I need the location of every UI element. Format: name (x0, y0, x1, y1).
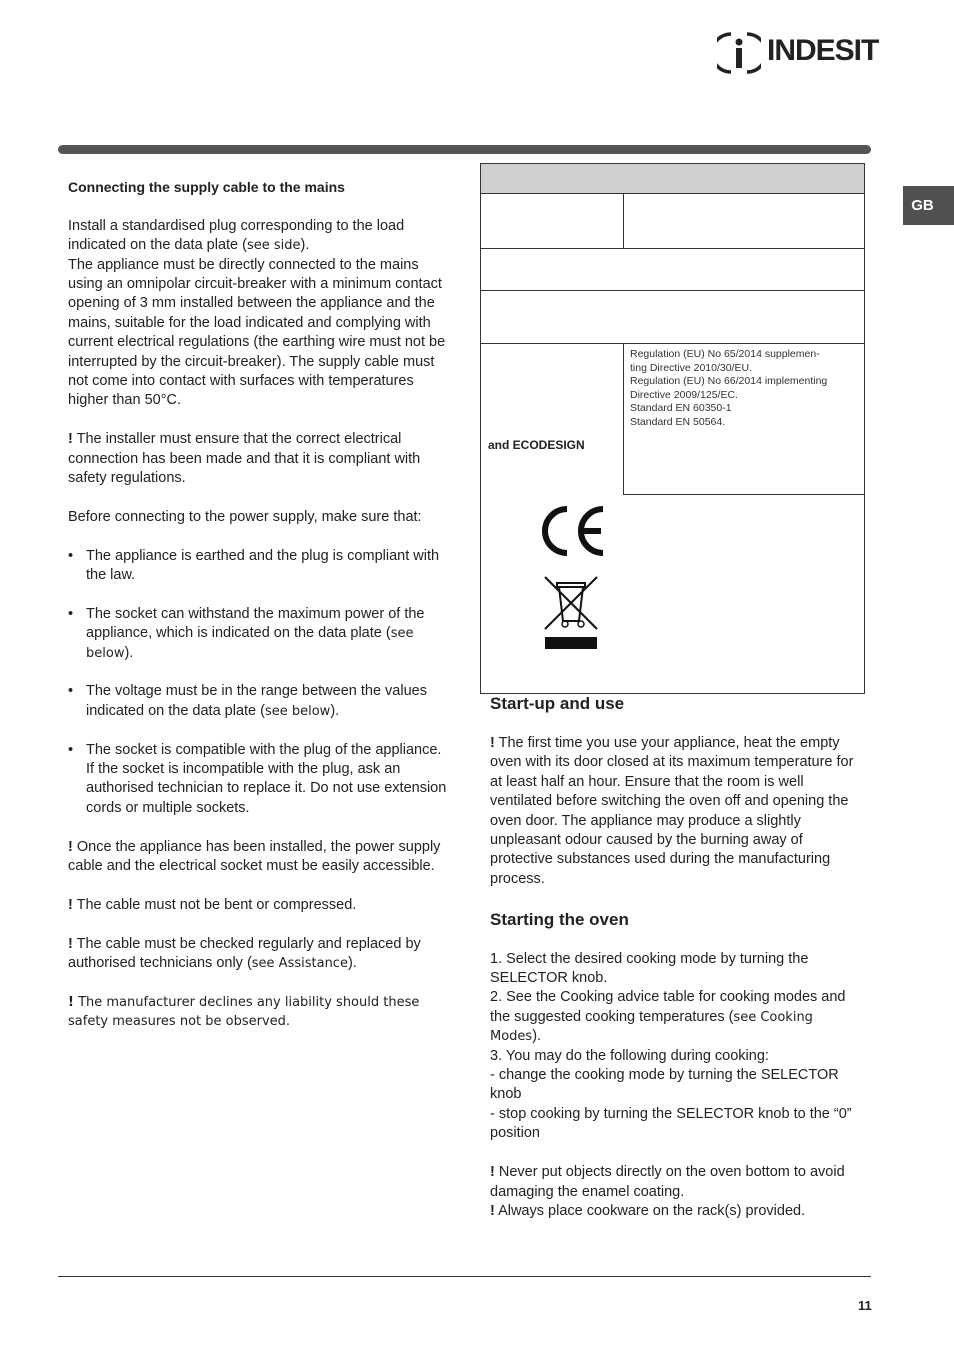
table-divider (481, 248, 864, 249)
brand-logo (717, 28, 877, 78)
table-divider (623, 193, 624, 248)
regulation-line: Regulation (EU) No 66/2014 implementing Directive 2009/125/EC. (630, 375, 828, 401)
warning-first-use: ! The first time you use your appliance, heat the empty oven with its door closed at its maximum temperature for at least half an hour. Ensure that the room is well ventilated before switching the oven off and opening the oven door. The appliance may produce a slightly unpleasant odour caused by the burning away of protective substances used during the manufacturing process. (490, 735, 854, 887)
instruction-step: 2. See the Cooking advice table for cooking modes and the suggested cooking temperatures (see Cooking Modes). (490, 989, 846, 1045)
cross-reference: see below (86, 626, 414, 661)
footer-divider (58, 1276, 871, 1277)
checklist (68, 547, 448, 819)
page-number: 11 (858, 1298, 872, 1313)
regulation-line: Standard EN 60350-1 (630, 402, 732, 414)
regulations-list (630, 348, 860, 429)
warning-icon: ! (68, 935, 73, 952)
instruction-step: - change the cooking mode by turning the SELECTOR knob (490, 1067, 839, 1103)
warning-cable-check: ! The cable must be checked regularly and replaced by authorised technicians only (see Assistance). (68, 935, 421, 972)
instruction-step: - stop cooking by turning the SELECTOR knob to the “0” position (490, 1105, 852, 1142)
warning-icon: ! (68, 994, 74, 1010)
instruction-step: 3. You may do the following during cooking: (490, 1047, 769, 1064)
section-heading: Start-up and use (490, 694, 625, 713)
ecodesign-label: and ECODESIGN (488, 438, 585, 452)
warning-icon: ! (490, 735, 495, 751)
warning-rack: ! Always place cookware on the rack(s) provided. (490, 1202, 806, 1219)
list-item: • The voltage must be in the range between the values indicated on the data plate (see below). (68, 682, 448, 721)
instructions (490, 950, 865, 1222)
warning-icon: ! (490, 1202, 495, 1219)
weee-bin-icon (541, 575, 601, 653)
warning-icon: ! (68, 896, 73, 913)
table-divider (623, 494, 864, 495)
warning-liability: ! The manufacturer declines any liability should these safety measures not be observed. (68, 994, 420, 1030)
paragraph-before-connecting: Before connecting to the power supply, make sure that: (68, 508, 422, 525)
brand-logo-icon (717, 30, 761, 76)
paragraph-plug: Install a standardised plug corresponding to the load indicated on the data plate (see side). (68, 217, 405, 254)
list-item: • The socket is compatible with the plug of the appliance. If the socket is incompatible with the plug, ask an authorised technician to replace it. Do not use extension cords or multiple sockets. (68, 741, 448, 819)
section-heading: Connecting the supply cable to the mains (68, 179, 345, 195)
cross-reference: see Assistance (251, 956, 348, 972)
instruction-step: 1. Select the desired cooking mode by turning the SELECTOR knob. (490, 950, 809, 987)
brand-logo-text: INDESIT (767, 34, 879, 67)
warning-cable-bent: ! The cable must not be bent or compressed. (68, 896, 357, 913)
header-divider (58, 145, 871, 154)
table-divider (481, 343, 864, 344)
language-tab: GB (903, 186, 954, 225)
warning-installer: ! The installer must ensure that the correct electrical connection has been made and that it is compliant with safety regulations. (68, 431, 421, 487)
list-item: • The appliance is earthed and the plug is compliant with the law. (68, 547, 448, 586)
warning-icon: ! (68, 431, 73, 448)
warning-icon: ! (68, 838, 73, 855)
paragraph-circuit-breaker: The appliance must be directly connected to the mains using an omnipolar circuit-breaker with a minimum contact opening of 3 mm installed between the appliance and the mains, suitable for the load indicated and complying with current electrical regulations (the earthing wire must not be interrupted by the circuit-breaker). The supply cable must not come into contact with surfaces with temperatures higher than 50°C. (68, 256, 446, 409)
regulation-line: Standard EN 50564. (630, 415, 726, 428)
left-column (68, 178, 448, 1051)
table-divider (481, 290, 864, 291)
spacer (490, 1144, 865, 1163)
right-column (490, 693, 865, 1221)
section-heading: Starting the oven (490, 909, 629, 929)
cross-reference: see side (246, 238, 301, 254)
warning-oven-bottom: ! Never put objects directly on the oven bottom to avoid damaging the enamel coating. (490, 1164, 845, 1200)
table-divider (623, 343, 624, 494)
cross-reference: see Cooking Modes (490, 1009, 813, 1045)
list-item: • The socket can withstand the maximum power of the appliance, which is indicated on the data plate (see below). (68, 605, 448, 663)
cross-reference: see below (264, 703, 331, 719)
ce-mark-icon (537, 505, 607, 557)
regulation-line: Regulation (EU) No 65/2014 supplemen- ting Directive 2010/30/EU. (630, 348, 820, 374)
table-header-row (481, 164, 864, 194)
warning-icon: ! (490, 1164, 495, 1181)
warning-accessible: ! Once the appliance has been installed, the power supply cable and the electrical socket must be easily accessible. (68, 838, 441, 875)
